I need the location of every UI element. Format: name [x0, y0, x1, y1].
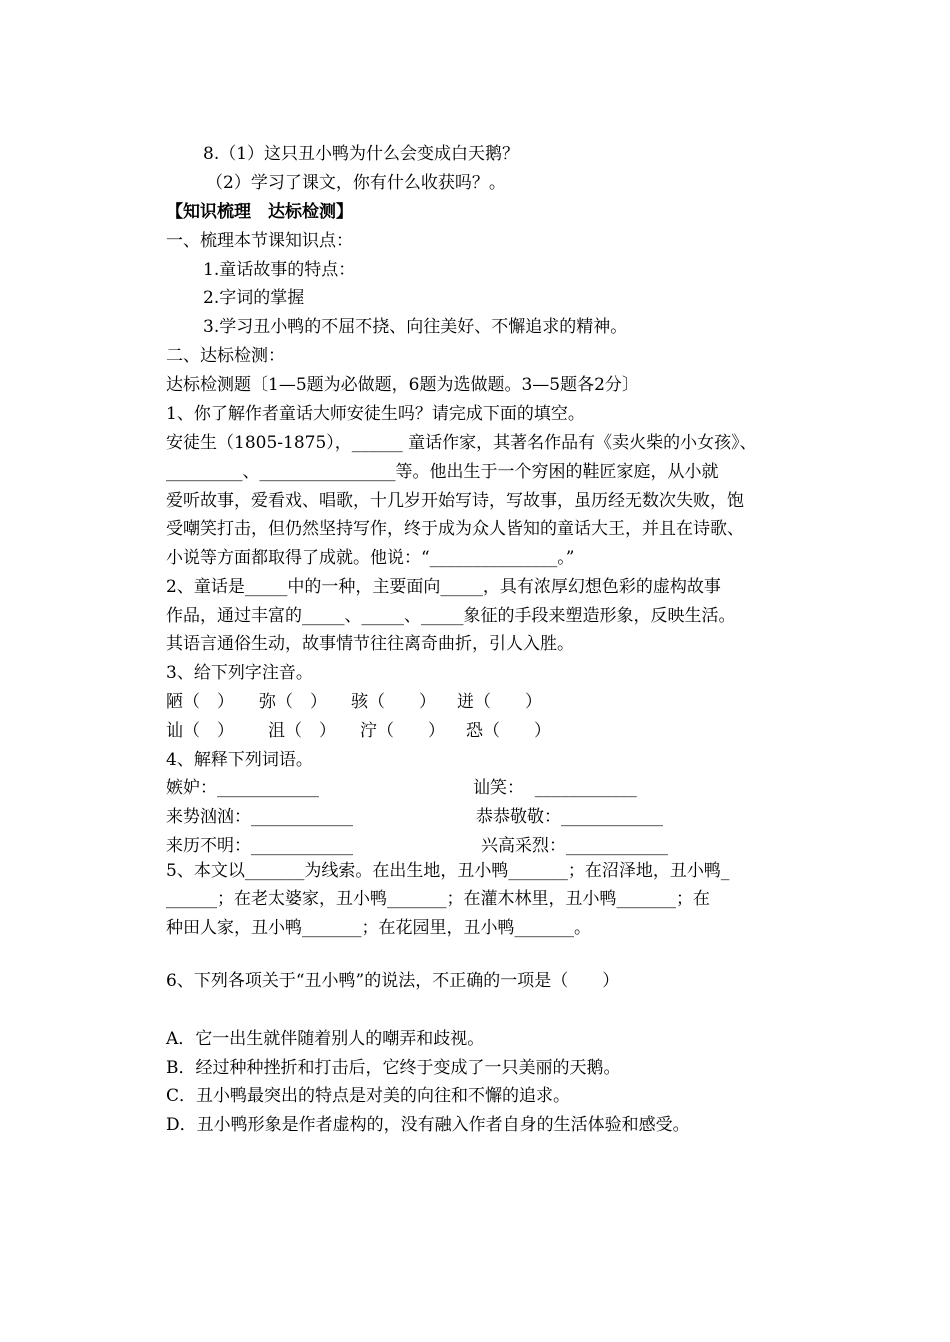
- vocab-item: 讪笑： ____________: [473, 778, 637, 798]
- option-d: D．丑小鸭形象是作者虚构的，没有融入作者自身的生活体验和感受。: [166, 1115, 690, 1135]
- question-1-line: 小说等方面都取得了成就。他说：“_______________。”: [166, 548, 575, 568]
- pinyin-item: 讪（ ）: [166, 721, 234, 741]
- question-8-part-2: （2）学习了课文，你有什么收获吗？。: [206, 173, 506, 193]
- question-5-line: 种田人家，丑小鸭_______；在花园里，丑小鸭_______。: [166, 918, 591, 938]
- section-title: 【知识梳理 达标检测】: [166, 202, 353, 222]
- question-5-line: ______；在老太婆家，丑小鸭_______；在灌木林里，丑小鸭_______；在: [166, 889, 710, 909]
- question-5-line: 5、本文以_______为线索。在出生地，丑小鸭_______；在沼泽地，丑小鸭_: [166, 861, 730, 881]
- part2-heading: 二、达标检测：: [166, 346, 285, 366]
- part2-note: 达标检测题〔1—5题为必做题，6题为选做题。3—5题各2分〕: [166, 375, 639, 395]
- vocab-item: 兴高采烈：____________: [481, 836, 668, 856]
- option-c: C．丑小鸭最突出的特点是对美的向往和不懈的追求。: [166, 1086, 571, 1106]
- vocab-item: 来历不明：____________: [166, 836, 353, 856]
- question-3-heading: 3、给下列字注音。: [166, 663, 313, 683]
- question-8-part-1: 8.（1）这只丑小鸭为什么会变成白天鹅？: [203, 144, 520, 164]
- pinyin-item: 陋（ ）: [166, 692, 234, 712]
- question-4-heading: 4、解释下列词语。: [166, 750, 313, 770]
- pinyin-item: 弥（ ）: [259, 692, 327, 712]
- pinyin-item: 恐（ ）: [466, 721, 551, 741]
- option-a: A．它一出生就伴随着别人的嘲弄和歧视。: [166, 1029, 485, 1049]
- part1-item: 3.学习丑小鸭的不屈不挠、向往美好、不懈追求的精神。: [203, 317, 628, 337]
- question-6: 6、下列各项关于“丑小鸭”的说法，不正确的一项是（ ）: [166, 971, 620, 991]
- pinyin-item: 泞（ ）: [360, 721, 445, 741]
- pinyin-item: 迸（ ）: [457, 692, 542, 712]
- question-2-line: 其语言通俗生动，故事情节往往离奇曲折，引人入胜。: [166, 634, 574, 654]
- question-1-line: 安徒生（1805-1875），______ 童话作家，其著名作品有《卖火柴的小女孩》、: [166, 433, 757, 453]
- vocab-item: 来势汹汹：____________: [166, 807, 353, 827]
- question-1-line: _________、________________等。他出生于一个穷困的鞋匠家庭，从小就: [166, 462, 719, 482]
- question-1-line: 受嘲笑打击，但仍然坚持写作，终于成为众人皆知的童话大王，并且在诗歌、: [166, 519, 744, 539]
- pinyin-item: 沮（ ）: [268, 721, 336, 741]
- question-1-line: 爱听故事，爱看戏、唱歌，十几岁开始写诗，写故事，虽历经无数次失败，饱: [166, 491, 744, 511]
- question-2-line: 作品，通过丰富的_____、_____、_____象征的手段来塑造形象，反映生活。: [166, 606, 736, 626]
- part1-item: 1.童话故事的特点：: [203, 260, 356, 280]
- question-1-line: 1、你了解作者童话大师安徒生吗？请完成下面的填空。: [166, 404, 585, 424]
- option-b: B．经过种种挫折和打击后，它终于变成了一只美丽的天鹅。: [166, 1058, 621, 1078]
- part1-item: 2.字词的掌握: [203, 288, 305, 308]
- vocab-item: 嫉妒：____________: [166, 778, 319, 798]
- vocab-item: 恭恭敬敬：____________: [476, 807, 663, 827]
- question-2-line: 2、童话是_____中的一种，主要面向_____，具有浓厚幻想色彩的虚构故事: [166, 577, 721, 597]
- part1-heading: 一、梳理本节课知识点：: [166, 231, 353, 251]
- pinyin-item: 骇（ ）: [351, 692, 436, 712]
